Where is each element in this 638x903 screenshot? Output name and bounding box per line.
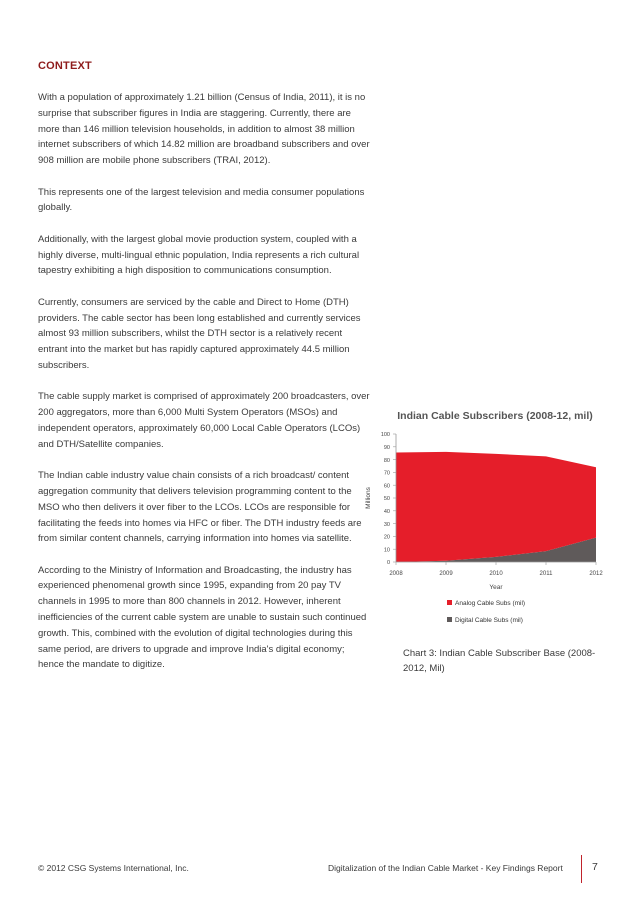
section-heading: CONTEXT — [38, 60, 92, 72]
x-tick-label: 2009 — [439, 571, 453, 577]
y-tick-label: 30 — [383, 521, 390, 528]
x-tick-label: 2010 — [489, 571, 503, 577]
paragraph-population: With a population of approximately 1.21 billion (Census of India, 2011), it is no surprise that subscriber figures in India are staggering. Currently, there are more than 146 million television households, in addition to almost 38 million internet subscribers of which 14.82 million are broadband subscribers and over 908 million are mobile phone subscribers (TRAI, 2012). — [38, 92, 370, 167]
y-axis-label: Millions — [365, 487, 372, 509]
y-tick-label: 90 — [383, 445, 390, 451]
y-tick-label: 0 — [386, 560, 390, 567]
y-tick-label: 20 — [383, 534, 390, 541]
paragraph-value-chain: The Indian cable industry value chain consists of a rich broadcast/ content aggregation community that delivers television programming content to the MSO who then delivers it over fiber to the LCOs. LCOs are responsible for facilitating the feeds into homes via HFC or fiber. The DTH industry feeds are from similar content channels, carrying information into homes via satellite. — [38, 470, 362, 545]
x-tick-label: 2011 — [539, 571, 553, 577]
paragraph-cultural: Additionally, with the largest global movie production system, coupled with a highly diverse, multi-lingual ethnic population, India represents a rich cultural tapestry exhibiting a high disposition to communications consumption. — [38, 233, 360, 277]
y-tick-label: 80 — [383, 457, 390, 464]
chart-title: Indian Cable Subscribers (2008-12, mil) — [397, 410, 593, 422]
page-number: 7 — [592, 861, 598, 873]
legend-swatch — [447, 600, 452, 605]
area-series-analog — [396, 452, 596, 562]
chart — [358, 402, 620, 642]
x-tick-label: 2008 — [389, 571, 403, 577]
y-tick-label: 70 — [383, 470, 390, 477]
chart-caption: Chart 3: Indian Cable Subscriber Base (2008-2012, Mil) — [403, 648, 596, 674]
paragraph-supply-market: The cable supply market is comprised of approximately 200 broadcasters, over 200 aggregators, more than 6,000 Multi System Operators (MSOs) and independent operators, approximately 60,000 Local Cable Operators (LCOs) and DTH/Satellite companies. — [38, 391, 370, 450]
legend-swatch — [447, 617, 452, 622]
x-axis-label: Year — [489, 584, 503, 591]
paragraph-growth: According to the Ministry of Information and Broadcasting, the industry has experienced phenomenal growth since 1995, expanding from 20 pay TV channels in 1995 to more than 800 channels in 2012. However, inherent inefficiencies of the current cable system are unable to sustain such continued growth. This, combined with the evolution of digital technologies during this same period, are drivers to upgrade and improve India's digital economy; hence the mandate to digitize. — [38, 564, 367, 671]
y-tick-label: 10 — [383, 547, 390, 554]
chart-svg — [358, 402, 620, 642]
paragraph-providers: Currently, consumers are serviced by the cable and Direct to Home (DTH) providers. The cable sector has been long established and currently services almost 93 million subscribers, whilst the DTH sector is a relatively recent entrant into the market but has rapidly captured approximately 44.5 million subscribers. — [38, 296, 361, 371]
y-tick-label: 40 — [383, 509, 390, 515]
paragraph-consumer-population: This represents one of the largest television and media consumer populations globally. — [38, 186, 365, 214]
footer-report-title: Digitalization of the Indian Cable Market - Key Findings Report — [328, 863, 563, 873]
body-text — [38, 90, 370, 689]
y-tick-label: 50 — [383, 496, 390, 503]
footer-divider — [581, 855, 582, 883]
legend-label: Digital Cable Subs (mil) — [455, 617, 523, 624]
x-tick-label: 2012 — [589, 571, 603, 577]
y-tick-label: 100 — [380, 432, 390, 439]
legend-label: Analog Cable Subs (mil) — [455, 600, 526, 607]
footer-copyright: © 2012 CSG Systems International, Inc. — [38, 863, 189, 873]
y-tick-label: 60 — [383, 483, 390, 490]
